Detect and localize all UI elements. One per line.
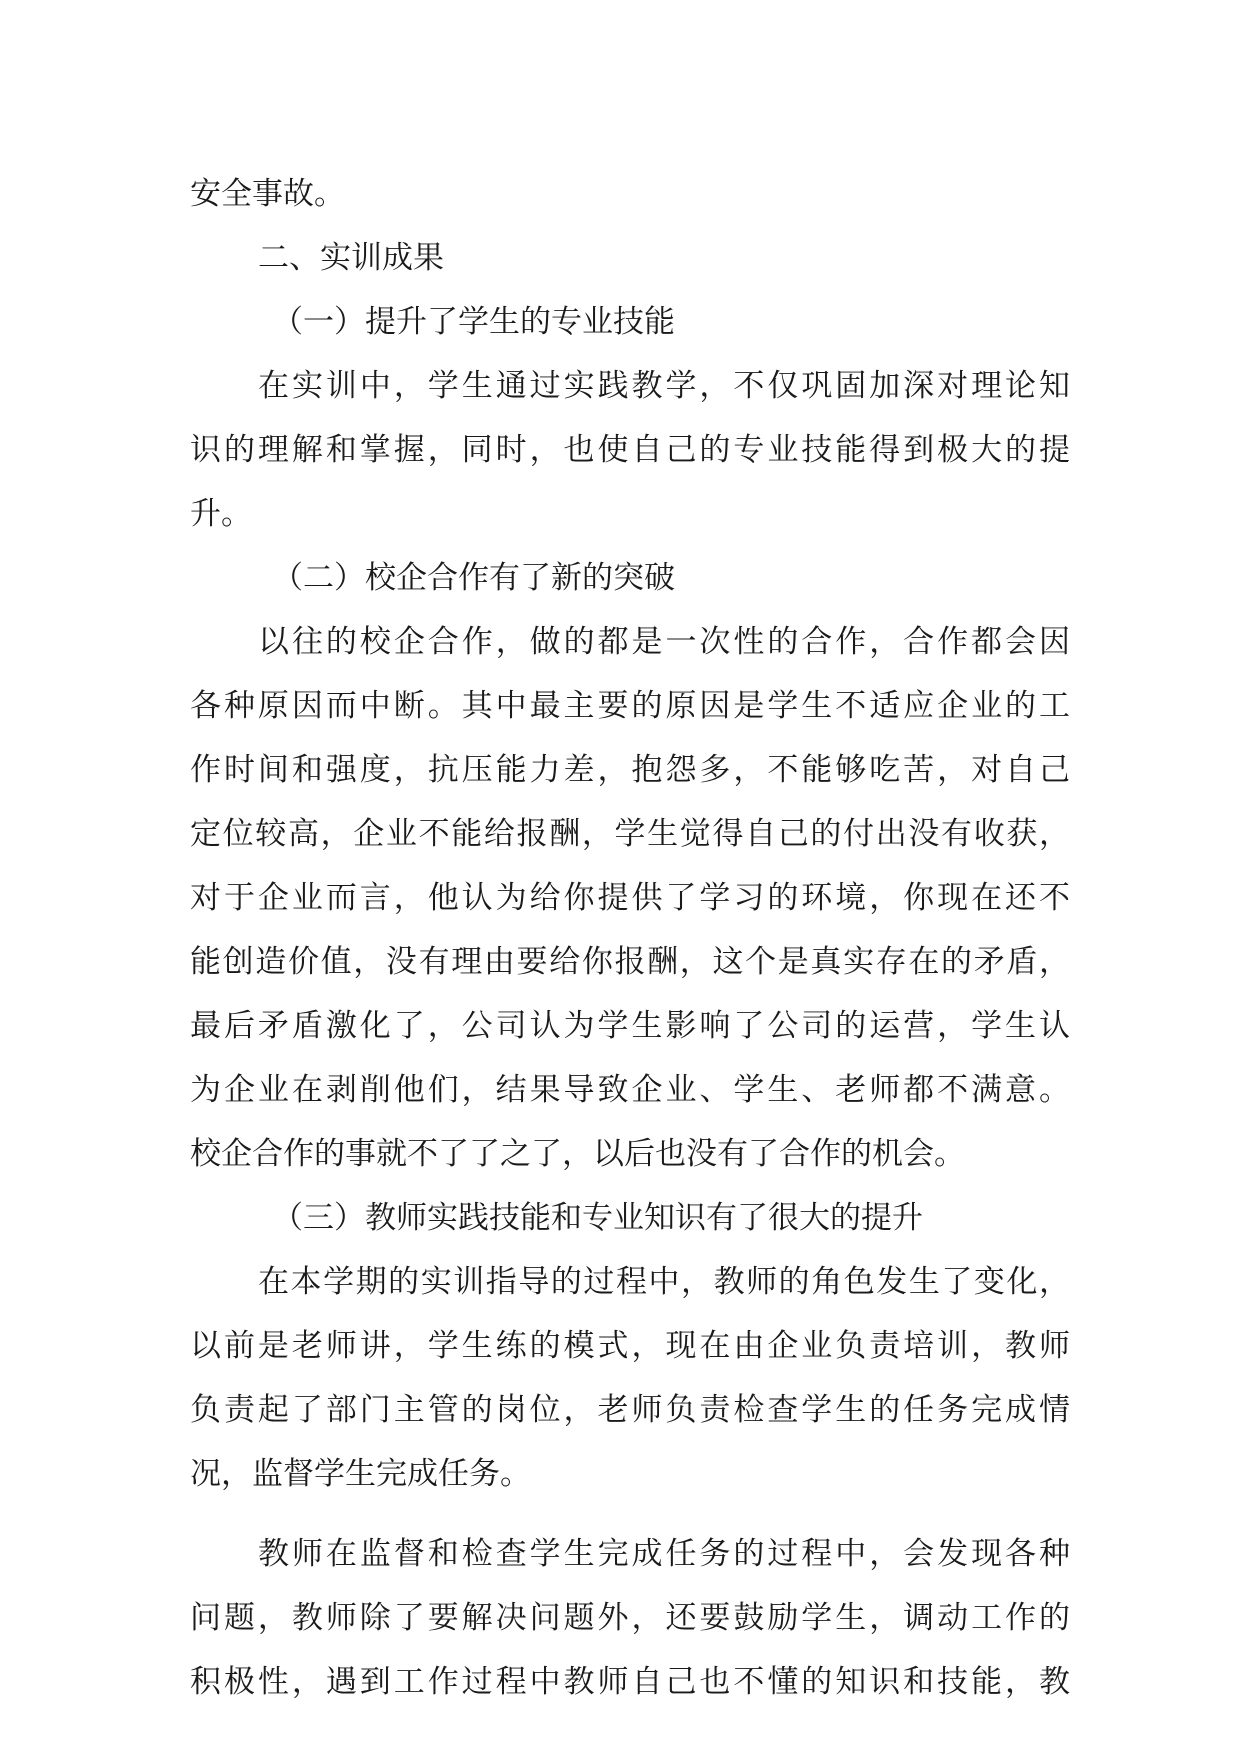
text-line: 升。 — [190, 496, 252, 532]
document-body — [190, 162, 1070, 1714]
text-line: 在本学期的实训指导的过程中，教师的角色发生了变化， — [258, 1264, 1070, 1300]
text-line: 况，监督学生完成任务。 — [190, 1456, 531, 1492]
text-line: 最后矛盾激化了，公司认为学生影响了公司的运营，学生认 — [190, 1008, 1070, 1044]
text-line: 积极性，遇到工作过程中教师自己也不懂的知识和技能，教 — [190, 1664, 1070, 1700]
text-line: 以前是老师讲，学生练的模式，现在由企业负责培训，教师 — [190, 1328, 1070, 1364]
text-line: 问题，教师除了要解决问题外，还要鼓励学生，调动工作的 — [190, 1600, 1070, 1636]
text-line: 校企合作的事就不了了之了，以后也没有了合作的机会。 — [190, 1136, 965, 1172]
text-line: 负责起了部门主管的岗位，老师负责检查学生的任务完成情 — [190, 1392, 1070, 1428]
text-line: 教师在监督和检查学生完成任务的过程中，会发现各种 — [258, 1536, 1070, 1572]
text-line: 各种原因而中断。其中最主要的原因是学生不适应企业的工 — [190, 688, 1070, 724]
text-line: 作时间和强度，抗压能力差，抱怨多，不能够吃苦，对自己 — [190, 752, 1070, 788]
text-line: 定位较高，企业不能给报酬，学生觉得自己的付出没有收获， — [190, 816, 1070, 852]
text-line: 安全事故。 — [190, 176, 345, 212]
text-line: 以往的校企合作，做的都是一次性的合作，合作都会因 — [258, 624, 1070, 660]
text-line: 对于企业而言，他认为给你提供了学习的环境，你现在还不 — [190, 880, 1070, 916]
text-line: 为企业在剥削他们，结果导致企业、学生、老师都不满意。 — [190, 1072, 1070, 1108]
section-heading: 二、实训成果 — [258, 240, 444, 276]
subsection-heading: （三）教师实践技能和专业知识有了很大的提升 — [272, 1200, 923, 1236]
text-line: 在实训中，学生通过实践教学，不仅巩固加深对理论知 — [258, 368, 1070, 404]
text-line: 识的理解和掌握，同时，也使自己的专业技能得到极大的提 — [190, 432, 1070, 468]
subsection-heading: （一）提升了学生的专业技能 — [272, 304, 675, 340]
text-line: 能创造价值，没有理由要给你报酬，这个是真实存在的矛盾， — [190, 944, 1070, 980]
paragraph-gap — [190, 1506, 1070, 1522]
subsection-heading: （二）校企合作有了新的突破 — [272, 560, 675, 596]
